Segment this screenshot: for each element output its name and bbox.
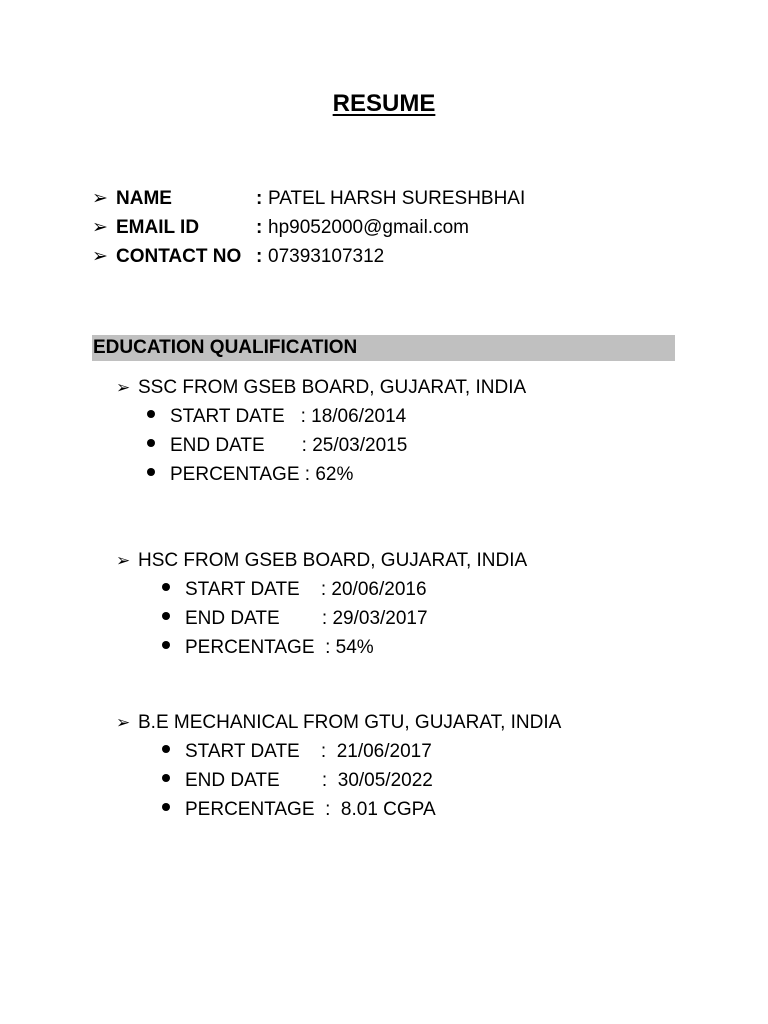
bullet-dot-icon bbox=[162, 612, 170, 620]
arrow-bullet-icon: ➢ bbox=[116, 551, 131, 570]
bullet-dot-icon bbox=[162, 583, 170, 591]
bullet-dot-icon bbox=[147, 410, 155, 418]
education-heading: B.E MECHANICAL FROM GTU, GUJARAT, INDIA bbox=[138, 712, 562, 733]
info-label: NAME bbox=[116, 188, 172, 209]
info-row-contact bbox=[92, 242, 525, 271]
start-date-label: START DATE bbox=[185, 741, 300, 762]
percentage-value: 8.01 CGPA bbox=[340, 799, 436, 820]
info-value: PATEL HARSH SURESHBHAI bbox=[268, 188, 526, 209]
separator: : bbox=[299, 464, 316, 485]
info-row-name bbox=[92, 184, 525, 213]
end-date-label: END DATE bbox=[185, 608, 280, 629]
arrow-bullet-icon: ➢ bbox=[92, 217, 108, 238]
info-value: hp9052000@gmail.com bbox=[268, 217, 469, 238]
bullet-dot-icon bbox=[162, 774, 170, 782]
start-date-value: 20/06/2016 bbox=[331, 579, 427, 600]
list-item bbox=[147, 431, 526, 460]
bullet-dot-icon bbox=[162, 745, 170, 753]
list-item bbox=[162, 766, 561, 795]
percentage-label: PERCENTAGE bbox=[170, 464, 300, 485]
list-item bbox=[162, 795, 561, 824]
education-heading-row bbox=[116, 708, 561, 737]
end-date-label: END DATE bbox=[185, 770, 280, 791]
education-item-hsc bbox=[116, 546, 527, 662]
info-label: CONTACT NO bbox=[116, 246, 242, 267]
list-item bbox=[162, 575, 527, 604]
separator: : bbox=[279, 770, 338, 791]
info-value: 07393107312 bbox=[268, 246, 385, 267]
separator: : bbox=[299, 579, 332, 600]
percentage-value: 62% bbox=[315, 464, 354, 485]
info-label: EMAIL ID bbox=[116, 217, 200, 238]
info-colon: : bbox=[256, 188, 263, 209]
end-date-value: 29/03/2017 bbox=[332, 608, 428, 629]
percentage-label: PERCENTAGE bbox=[185, 637, 315, 658]
separator: : bbox=[284, 406, 312, 427]
bullet-dot-icon bbox=[162, 803, 170, 811]
separator: : bbox=[279, 608, 333, 629]
info-row-email bbox=[92, 213, 525, 242]
page-title: RESUME bbox=[332, 90, 436, 117]
personal-info bbox=[92, 184, 525, 271]
info-colon: : bbox=[256, 246, 263, 267]
start-date-value: 18/06/2014 bbox=[311, 406, 407, 427]
list-item bbox=[162, 737, 561, 766]
end-date-value: 25/03/2015 bbox=[312, 435, 408, 456]
list-item bbox=[162, 633, 527, 662]
separator: : bbox=[314, 637, 336, 658]
list-item bbox=[147, 460, 526, 489]
education-item-be bbox=[116, 708, 561, 824]
separator: : bbox=[314, 799, 341, 820]
education-heading-row bbox=[116, 546, 527, 575]
end-date-value: 30/05/2022 bbox=[337, 770, 433, 791]
percentage-label: PERCENTAGE bbox=[185, 799, 315, 820]
bullet-dot-icon bbox=[147, 468, 155, 476]
end-date-label: END DATE bbox=[170, 435, 265, 456]
bullet-dot-icon bbox=[162, 641, 170, 649]
start-date-label: START DATE bbox=[185, 579, 300, 600]
arrow-bullet-icon: ➢ bbox=[92, 188, 108, 209]
arrow-bullet-icon: ➢ bbox=[116, 378, 131, 397]
section-heading-education: EDUCATION QUALIFICATION bbox=[92, 335, 675, 361]
list-item bbox=[162, 604, 527, 633]
education-heading: HSC FROM GSEB BOARD, GUJARAT, INDIA bbox=[138, 550, 528, 571]
separator: : bbox=[299, 741, 337, 762]
info-colon: : bbox=[256, 217, 263, 238]
separator: : bbox=[264, 435, 313, 456]
list-item bbox=[147, 402, 526, 431]
start-date-value: 21/06/2017 bbox=[336, 741, 432, 762]
percentage-value: 54% bbox=[335, 637, 374, 658]
education-heading: SSC FROM GSEB BOARD, GUJARAT, INDIA bbox=[138, 377, 527, 398]
education-heading-row bbox=[116, 373, 526, 402]
arrow-bullet-icon: ➢ bbox=[116, 713, 131, 732]
bullet-dot-icon bbox=[147, 439, 155, 447]
arrow-bullet-icon: ➢ bbox=[92, 246, 108, 267]
start-date-label: START DATE bbox=[170, 406, 285, 427]
education-item-ssc bbox=[116, 373, 526, 489]
